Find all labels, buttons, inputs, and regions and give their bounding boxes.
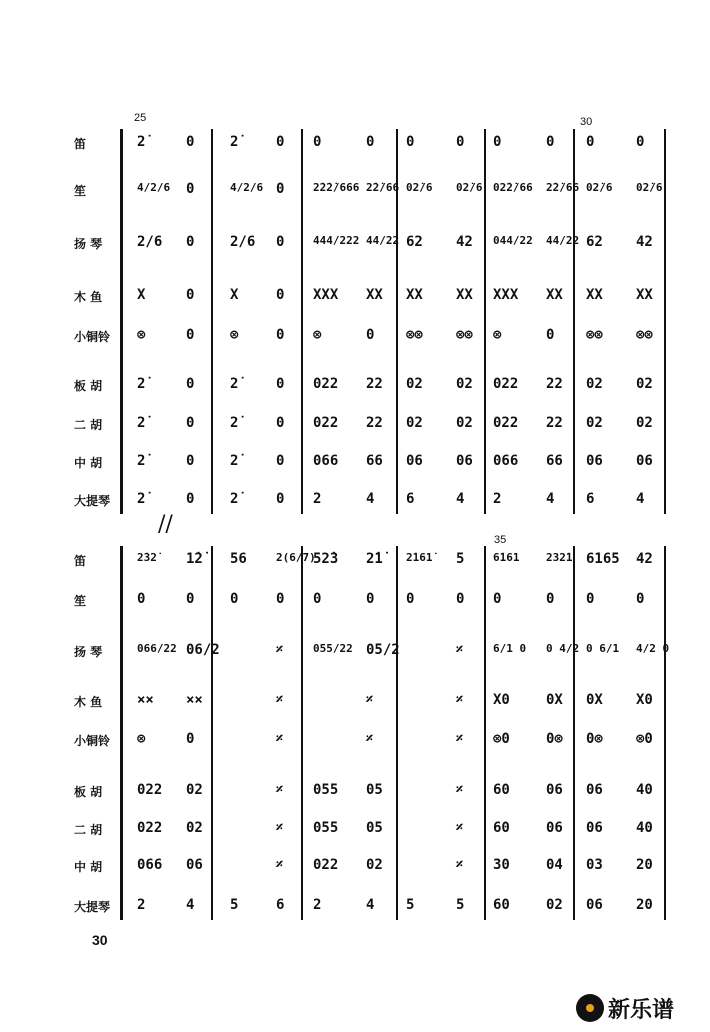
notation-cell: ⊗⊗ xyxy=(586,327,603,343)
notation-cell: 0 xyxy=(313,134,322,150)
notation-cell: 20 xyxy=(636,857,653,873)
notation-cell: 𝄎 xyxy=(456,782,463,798)
notation-cell: 60 xyxy=(493,897,510,913)
notation-cell: 0 xyxy=(366,134,375,150)
notation-cell: 055 xyxy=(313,782,339,798)
notation-cell: 22 xyxy=(366,415,383,431)
barline xyxy=(484,546,486,920)
notation-cell: 4 xyxy=(366,897,375,913)
notation-cell: 02̇2̇/66 xyxy=(493,181,533,194)
notation-cell: 06 xyxy=(546,820,563,836)
notation-cell: 02 xyxy=(366,857,383,873)
notation-cell: 2̇161̇ xyxy=(406,551,433,564)
notation-cell: 0 xyxy=(406,134,415,150)
notation-cell: 4 xyxy=(186,897,195,913)
notation-cell: 6165 xyxy=(586,551,620,567)
notation-cell: 06 xyxy=(406,453,423,469)
notation-cell: 𝄎 xyxy=(456,692,463,708)
notation-cell: 2̇2̇2̇/666 xyxy=(313,181,360,194)
measure-number: 30 xyxy=(580,116,593,128)
notation-cell: 0 xyxy=(586,134,595,150)
barline xyxy=(573,546,575,920)
notation-cell: 0 xyxy=(313,591,322,607)
notation-cell: 066 xyxy=(493,453,519,469)
instrument-label: 笙 xyxy=(74,594,87,608)
notation-cell: ⊗ xyxy=(230,327,239,343)
instrument-label: 木 鱼 xyxy=(74,290,103,304)
notation-cell: X xyxy=(137,287,146,303)
notation-cell: 0 xyxy=(636,134,645,150)
notation-cell: 2̇ xyxy=(230,376,239,392)
notation-cell: 𝄎 xyxy=(366,692,373,708)
notation-cell: 4/2/6 xyxy=(230,181,264,194)
notation-cell: 0 xyxy=(186,415,195,431)
notation-cell: 05 xyxy=(366,782,383,798)
instrument-label: 笛 xyxy=(74,137,87,151)
notation-cell: 2(6/7) xyxy=(276,551,316,564)
notation-cell: 4 xyxy=(456,491,465,507)
notation-cell: 02̇/6 xyxy=(406,181,433,194)
notation-cell: 0 xyxy=(546,134,555,150)
notation-cell: 06 xyxy=(586,820,603,836)
notation-cell: ⊗0 xyxy=(493,731,510,747)
notation-cell: 5 xyxy=(456,897,465,913)
notation-cell: 𝄎 xyxy=(456,820,463,836)
notation-cell: 0 xyxy=(186,591,195,607)
notation-cell: 22 xyxy=(546,376,563,392)
notation-cell: 5 xyxy=(406,897,415,913)
notation-cell: 4 xyxy=(366,491,375,507)
notation-cell: ⊗ xyxy=(493,327,502,343)
notation-cell: 0 xyxy=(456,134,465,150)
notation-cell: 𝄎 xyxy=(276,731,283,747)
notation-cell: 2̇ xyxy=(137,134,146,150)
instrument-label: 板 胡 xyxy=(74,785,103,799)
measure-number: 25 xyxy=(134,112,147,124)
notation-cell: 𝄎 xyxy=(456,731,463,747)
notation-cell: 𝄎 xyxy=(456,642,463,658)
instrument-label: 笙 xyxy=(74,184,87,198)
notation-cell: 06 xyxy=(586,453,603,469)
instrument-label: 大提琴 xyxy=(74,900,111,914)
notation-cell: 𝄎 xyxy=(276,820,283,836)
notation-cell: 0 xyxy=(366,327,375,343)
notation-cell: 5 xyxy=(230,897,239,913)
notation-cell: 0 xyxy=(186,134,195,150)
notation-cell: 2 xyxy=(493,491,502,507)
notation-cell: 444/222 xyxy=(313,234,360,247)
notation-cell: 02̇/6 xyxy=(636,181,663,194)
notation-cell: 0 xyxy=(276,327,285,343)
notation-cell: 06 xyxy=(546,782,563,798)
notation-cell: 0 xyxy=(186,376,195,392)
notation-cell: 0 xyxy=(276,491,285,507)
notation-cell: 44/22 xyxy=(366,234,400,247)
notation-cell: 0 xyxy=(276,234,285,250)
notation-cell: 0 xyxy=(456,591,465,607)
notation-cell: 0 xyxy=(636,591,645,607)
notation-cell: 0 xyxy=(276,415,285,431)
notation-cell: 22 xyxy=(366,376,383,392)
notation-cell: 0 xyxy=(586,591,595,607)
notation-cell: 0 xyxy=(493,134,502,150)
notation-cell: 0 4/2 xyxy=(546,642,580,655)
notation-cell: 0 xyxy=(186,327,195,343)
notation-cell: 02 xyxy=(186,820,203,836)
notation-cell: 02 xyxy=(546,897,563,913)
notation-cell: 2̇ xyxy=(230,491,239,507)
notation-cell: 2 xyxy=(137,897,146,913)
notation-cell: 02 xyxy=(186,782,203,798)
notation-cell: 02 xyxy=(406,376,423,392)
notation-cell: 0 xyxy=(546,591,555,607)
notation-cell: 0 xyxy=(276,181,285,197)
notation-cell: XXX xyxy=(493,287,519,303)
notation-cell: 0 xyxy=(493,591,502,607)
notation-cell: 0 xyxy=(276,376,285,392)
notation-cell: 0X xyxy=(546,692,563,708)
notation-cell: 4 xyxy=(636,491,645,507)
notation-cell: 0 xyxy=(137,591,146,607)
notation-cell: 02 xyxy=(586,415,603,431)
notation-cell: 22 xyxy=(546,415,563,431)
instrument-label: 扬 琴 xyxy=(74,645,103,659)
notation-cell: 022 xyxy=(493,376,519,392)
notation-cell: 022 xyxy=(313,415,339,431)
notation-cell: 06/2 xyxy=(186,642,220,658)
notation-cell: ⊗⊗ xyxy=(406,327,423,343)
notation-cell: 02̇/6 xyxy=(586,181,613,194)
notation-cell: 0 xyxy=(186,181,195,197)
notation-cell: 0 xyxy=(366,591,375,607)
notation-cell: 6 xyxy=(406,491,415,507)
notation-cell: 055 xyxy=(313,820,339,836)
notation-cell: 2/6 xyxy=(137,234,163,250)
notation-cell: 06 xyxy=(586,782,603,798)
notation-cell: 055/22 xyxy=(313,642,353,655)
notation-cell: 𝄎 xyxy=(276,692,283,708)
instrument-label: 大提琴 xyxy=(74,494,111,508)
notation-cell: 2̇ xyxy=(230,453,239,469)
notation-cell: 2̇1̇ xyxy=(366,551,383,567)
notation-cell: 2̇2̇/66 xyxy=(546,181,580,194)
notation-cell: 4/2 0 xyxy=(636,642,670,655)
notation-cell: XX xyxy=(636,287,653,303)
notation-cell: 02 xyxy=(636,376,653,392)
notation-cell: 66 xyxy=(546,453,563,469)
notation-cell: 4/2/6 xyxy=(137,181,171,194)
notation-cell: 02̇/6 xyxy=(456,181,483,194)
instrument-label: 木 鱼 xyxy=(74,695,103,709)
notation-cell: 05/2 xyxy=(366,642,400,658)
notation-cell: 4 xyxy=(546,491,555,507)
notation-cell: 2̇2̇/66 xyxy=(366,181,400,194)
notation-cell: 𝄎 xyxy=(366,731,373,747)
notation-cell: 2̇ xyxy=(230,415,239,431)
barline xyxy=(664,546,666,920)
notation-cell: 66 xyxy=(366,453,383,469)
notation-cell: 62 xyxy=(586,234,603,250)
notation-cell: 06 xyxy=(586,897,603,913)
notation-cell: 06 xyxy=(636,453,653,469)
notation-cell: 44/22 xyxy=(546,234,580,247)
notation-cell: 0 xyxy=(186,491,195,507)
notation-cell: 0 xyxy=(406,591,415,607)
notation-cell: 066 xyxy=(313,453,339,469)
notation-cell: 0 xyxy=(186,287,195,303)
measure-number: 35 xyxy=(494,534,507,546)
notation-cell: 2̇ xyxy=(137,453,146,469)
barline xyxy=(484,129,486,514)
instrument-label: 二 胡 xyxy=(74,418,103,432)
notation-cell: 0X xyxy=(586,692,603,708)
notation-cell: 0 6/1 xyxy=(586,642,620,655)
notation-cell: 02 xyxy=(636,415,653,431)
notation-cell: ×× xyxy=(186,692,203,708)
notation-cell: 022 xyxy=(137,782,163,798)
notation-cell: 022 xyxy=(493,415,519,431)
notation-cell: 42 xyxy=(636,234,653,250)
notation-cell: 04 xyxy=(546,857,563,873)
notation-cell: 2̇ xyxy=(137,376,146,392)
notation-cell: XX xyxy=(546,287,563,303)
notation-cell: 02 xyxy=(586,376,603,392)
notation-cell: 022 xyxy=(313,857,339,873)
notation-cell: 022 xyxy=(137,820,163,836)
notation-cell: 0 xyxy=(546,327,555,343)
instrument-label: 笛 xyxy=(74,554,87,568)
notation-cell: 42 xyxy=(636,551,653,567)
notation-cell: 40 xyxy=(636,820,653,836)
notation-cell: 0 xyxy=(230,591,239,607)
notation-cell: 066/22 xyxy=(137,642,177,655)
notation-cell: 0 xyxy=(186,731,195,747)
notation-cell: XX xyxy=(406,287,423,303)
instrument-label: 中 胡 xyxy=(74,860,103,874)
notation-cell: 𝄎 xyxy=(276,642,283,658)
system-brace xyxy=(120,546,123,920)
notation-cell: 𝄎 xyxy=(276,857,283,873)
instrument-label: 小铜铃 xyxy=(74,734,111,748)
notation-cell: 03 xyxy=(586,857,603,873)
instrument-label: 二 胡 xyxy=(74,823,103,837)
logo-text: 新乐谱 xyxy=(608,997,675,1023)
instrument-label: 中 胡 xyxy=(74,456,103,470)
section-break-mark: // xyxy=(158,512,173,537)
notation-cell: 42 xyxy=(456,234,473,250)
notation-cell: X xyxy=(230,287,239,303)
barline xyxy=(211,129,213,514)
notation-cell: 56 xyxy=(230,551,247,567)
notation-cell: 0 xyxy=(276,134,285,150)
barline xyxy=(396,546,398,920)
notation-cell: 5 xyxy=(456,551,465,567)
notation-cell: 2 xyxy=(313,897,322,913)
notation-cell: ⊗ xyxy=(137,327,146,343)
notation-cell: 1̇2̇ xyxy=(186,551,203,567)
notation-cell: 2̇ xyxy=(230,134,239,150)
notation-cell: 02 xyxy=(406,415,423,431)
notation-cell: 6 xyxy=(276,897,285,913)
notation-cell: ⊗ xyxy=(137,731,146,747)
notation-cell: 2̇32̇ xyxy=(137,551,157,564)
notation-cell: 6/1 0 xyxy=(493,642,527,655)
notation-cell: 52̇3 xyxy=(313,551,339,567)
notation-cell: 044/22 xyxy=(493,234,533,247)
notation-cell: 0 xyxy=(276,591,285,607)
notation-cell: ⊗ xyxy=(313,327,322,343)
notation-cell: 62 xyxy=(406,234,423,250)
vinyl-disc-icon xyxy=(576,994,604,1022)
notation-cell: XX xyxy=(586,287,603,303)
notation-cell: 0 xyxy=(186,234,195,250)
notation-cell: 0⊗ xyxy=(586,731,603,747)
notation-cell: 2̇ xyxy=(137,415,146,431)
notation-cell: 2̇ xyxy=(137,491,146,507)
notation-cell: ⊗⊗ xyxy=(456,327,473,343)
notation-cell: X0 xyxy=(493,692,510,708)
notation-cell: X0 xyxy=(636,692,653,708)
notation-cell: 6̇161 xyxy=(493,551,520,564)
notation-cell: 𝄎 xyxy=(276,782,283,798)
notation-cell: 60 xyxy=(493,820,510,836)
instrument-label: 小铜铃 xyxy=(74,330,111,344)
site-logo xyxy=(576,990,702,1026)
notation-cell: 20 xyxy=(636,897,653,913)
notation-cell: XX xyxy=(366,287,383,303)
barline xyxy=(301,546,303,920)
notation-cell: ×× xyxy=(137,692,154,708)
notation-cell: 60 xyxy=(493,782,510,798)
notation-cell: XX xyxy=(456,287,473,303)
notation-cell: 𝄎 xyxy=(456,857,463,873)
notation-cell: 0⊗ xyxy=(546,731,563,747)
notation-cell: 2 xyxy=(313,491,322,507)
notation-cell: 06 xyxy=(456,453,473,469)
notation-cell: XXX xyxy=(313,287,339,303)
page-number: 30 xyxy=(92,932,108,948)
notation-cell: ⊗0 xyxy=(636,731,653,747)
notation-cell: 0 xyxy=(276,287,285,303)
instrument-label: 扬 琴 xyxy=(74,237,103,251)
notation-cell: 06 xyxy=(186,857,203,873)
notation-cell: ⊗⊗ xyxy=(636,327,653,343)
notation-cell: 30 xyxy=(493,857,510,873)
barline xyxy=(301,129,303,514)
notation-cell: 40 xyxy=(636,782,653,798)
notation-cell: 2/6 xyxy=(230,234,256,250)
notation-cell: 05 xyxy=(366,820,383,836)
system-brace xyxy=(120,129,123,514)
notation-cell: 02 xyxy=(456,376,473,392)
notation-cell: 066 xyxy=(137,857,163,873)
notation-cell: 0 xyxy=(276,453,285,469)
notation-cell: 6 xyxy=(586,491,595,507)
notation-cell: 232̇1 xyxy=(546,551,573,564)
barline xyxy=(664,129,666,514)
notation-cell: 0 xyxy=(186,453,195,469)
notation-cell: 022 xyxy=(313,376,339,392)
barline xyxy=(211,546,213,920)
instrument-label: 板 胡 xyxy=(74,379,103,393)
notation-cell: 02 xyxy=(456,415,473,431)
